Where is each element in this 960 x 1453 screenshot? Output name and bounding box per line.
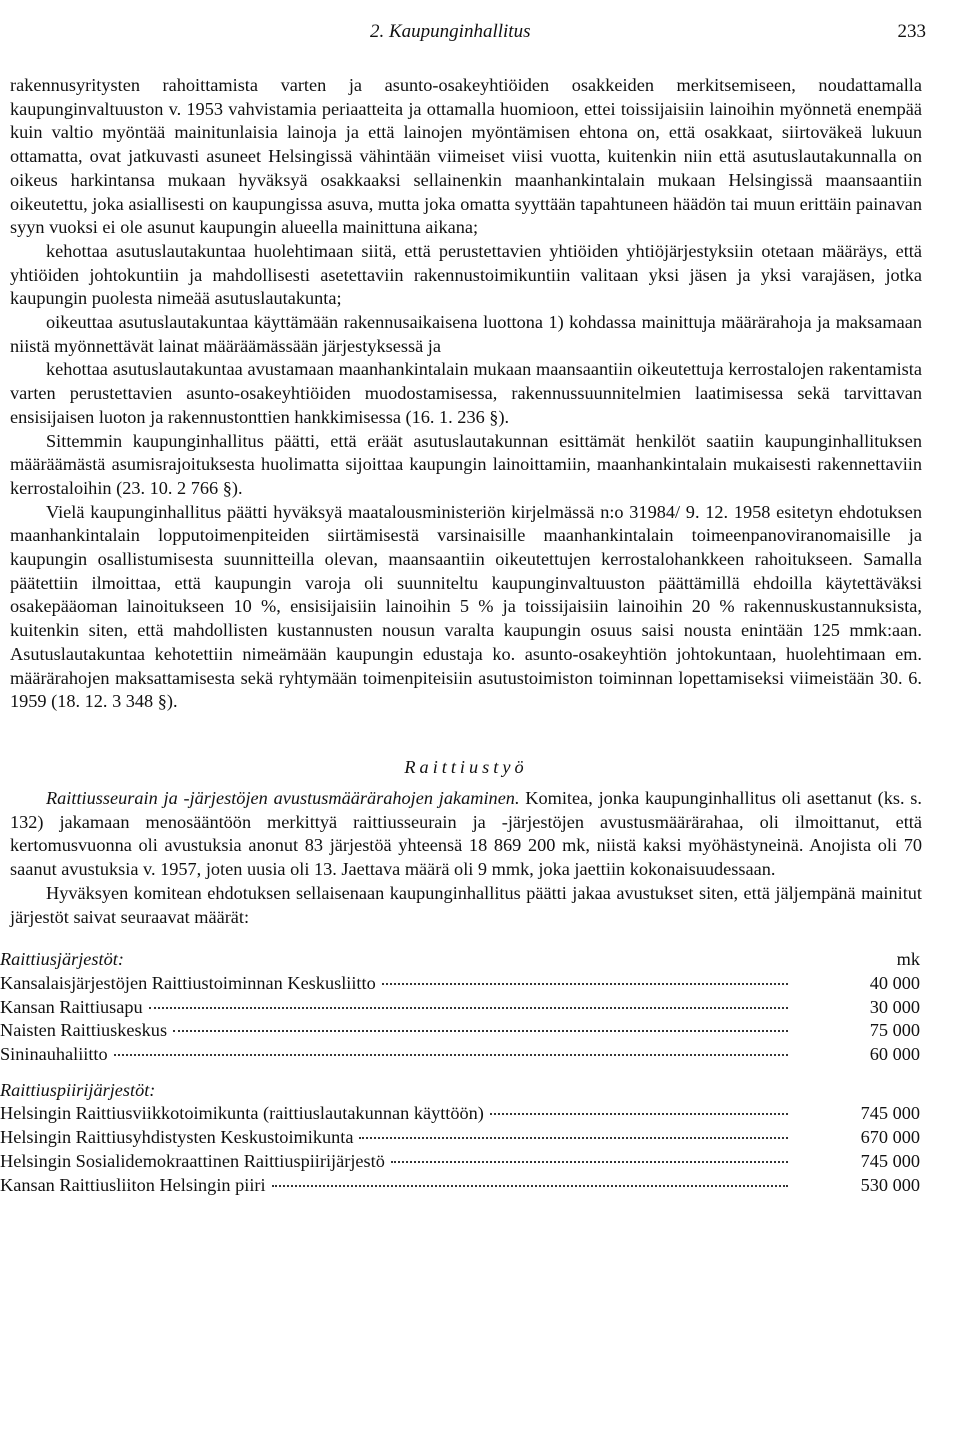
- org-amount: 745 000: [860, 1103, 920, 1124]
- paragraph: rakennusyritysten rahoittamista varten ja asunto-osakeyhtiöiden osakkeiden merkitsemiseen, noudattamalla kaupunginvaltuuston v. 1953 vahvistamia periaatteita ja ottamalla huomioon, ettei toissijaisiin lainoihin myönnetä enempää kuin valtio myöntää mainitunlaisia lainoja ja että lainojen myöntämisen ehtona on, että osakkaat, siirtoväkeä lukuun ottamatta, ovat jatkuvasti asuneet Helsingissä vähintään viimeiset viisi vuotta, kuitenkin niin että asutuslautakunnalla on oikeus harkintansa mukaan hyväksyä osakkaaksi sellainenkin maanhankintalain mukaan Helsingissä maansaantiin oikeutettu, joka asiallisesti on kaupungissa asuva, mutta joka omatta syyttään tapahtuneen häädön tai muun erittäin painavan syyn vuoksi ei ole asunut kaupungin alueella mainittuna aikana;: [10, 75, 922, 238]
- org-amount: 60 000: [869, 1044, 920, 1065]
- list-item: [0, 1150, 922, 1174]
- leader-dots: [382, 983, 788, 985]
- org-amount: 670 000: [860, 1127, 920, 1148]
- paragraph: oikeuttaa asutuslautakuntaa käyttämään rakennusaikaisena luottona 1) kohdassa mainittuja määrärahoja ja maksamaan niistä myönnettävät lainat määräämässään järjestyksessä ja: [10, 312, 922, 356]
- section-title: Raittiustyö: [404, 756, 528, 777]
- list-item: [0, 972, 922, 996]
- leader-dots: [114, 1054, 788, 1056]
- org-amount: 745 000: [860, 1150, 920, 1171]
- leader-dots: [490, 1113, 788, 1115]
- list-item: [0, 1126, 922, 1150]
- leader-dots: [391, 1161, 788, 1163]
- org-name: Kansalaisjärjestöjen Raittiustoiminnan Keskusliitto: [0, 972, 376, 993]
- org-name: Naisten Raittiuskeskus: [0, 1020, 168, 1041]
- org-amount: 40 000: [869, 972, 920, 993]
- section-lead-paragraph: [10, 787, 922, 882]
- list-item: [0, 1043, 922, 1067]
- leader-dots: [272, 1185, 788, 1187]
- allocation-list: [0, 948, 922, 1197]
- paragraph: Sittemmin kaupunginhallitus päätti, että eräät asutuslautakunnan esittämät henkilöt saatiin kaupunginhallituksen määräämästä asumisrajoituksesta huolimatta sijoittaa kaupungin lainoittamiin, maanhankintalain mukaisesti rakennettaviin kerrostaloihin (23. 10. 2 766 §).: [10, 430, 922, 498]
- paragraph: kehottaa asutuslautakuntaa avustamaan maanhankintalain mukaan maansaantiin oikeutettuja kerrostalojen rakentamista varten perustettavien asunto-osakeyhtiöiden muodostamisessa, rakennussuunnitelmien laatimisessa sekä tarvittavan ensisijaisen luoton ja rakennustonttien hankkimisessa (16. 1. 236 §).: [10, 359, 922, 427]
- running-title: 2. Kaupunginhallitus: [370, 21, 531, 42]
- leader-dots: [173, 1030, 788, 1032]
- list-item: [0, 996, 922, 1020]
- org-name: Sininauhaliitto: [0, 1044, 108, 1065]
- leader-dots: [359, 1137, 788, 1139]
- org-amount: 75 000: [869, 1020, 920, 1041]
- lead-title: Raittiusseurain ja -järjestöjen avustusmäärärahojen jakaminen.: [46, 787, 520, 808]
- group-heading-row: [0, 948, 922, 972]
- leader-dots: [149, 1007, 788, 1009]
- page-number: 233: [897, 21, 926, 42]
- org-amount: 530 000: [860, 1174, 920, 1195]
- org-name: Helsingin Raittiusyhdistysten Keskustoimikunta: [0, 1127, 354, 1148]
- paragraph: Hyväksyen komitean ehdotuksen sellaisenaan kaupunginhallitus päätti jakaa avustukset siten, että jäljempänä mainitut järjestöt saivat seuraavat määrät:: [10, 882, 922, 927]
- org-name: Helsingin Raittiusviikkotoimikunta (raittiuslautakunnan käyttöön): [0, 1103, 484, 1124]
- group-heading: Raittiusjärjestöt:: [0, 949, 124, 970]
- list-item: [0, 1019, 922, 1043]
- org-name: Kansan Raittiusliiton Helsingin piiri: [0, 1174, 266, 1195]
- paragraph: kehottaa asutuslautakuntaa huolehtimaan siitä, että perustettavien yhtiöiden yhtiöjärjestyksiin otetaan määräys, että yhtiöiden johtokuntiin ja mahdollisesti asetettaviin rakennustoimikuntiin valitaan yksi jäsen ja yksi varajäsen, jotka kaupungin puolesta nimeää asutuslautakunta;: [10, 240, 922, 309]
- org-name: Helsingin Sosialidemokraattinen Raittiuspiirijärjestö: [0, 1150, 385, 1171]
- list-item: [0, 1102, 922, 1126]
- body-text: [0, 74, 922, 1197]
- lead-text: Komitea, jonka kaupunginhallitus oli asettanut (ks. s. 132) jakamaan menosääntöön merkittyä raittiusseurain ja -järjestöjen avustusmäärärahaa, oli ilmoittanut, että kertomusvuonna oli avustuksia anonut 83 järjestöä yhteensä 18 869 200 mk, niistä kaksi myöhästyneinä. Anojista oli 70 saanut avustuksia v. 1957, joten uusia oli 13. Jaettava määrä oli 9 mmk, joka jaettiin kokonaisuudessaan.: [10, 787, 922, 880]
- unit-label: mk: [896, 949, 920, 970]
- list-item: [0, 1174, 922, 1198]
- paragraph: Vielä kaupunginhallitus päätti hyväksyä maatalousministeriön kirjelmässä n:o 31984/ 9. 12. 1958 esitetyn ehdotuksen maanhankintalain lopputoimenpiteiden siirtämisestä varsinaisille maanhankintalain toimeenpanoviranomaisille ja kaupungin osallistumisesta suunnitteilla olevan, maansaantiin oikeutettujen kerrostalohankkeen rahoitukseen. Samalla päätettiin ilmoittaa, että kaupungin varoja oli suunniteltu kaupunginvaltuuston päättämillä ehdoilla käytettäväksi osakepääoman lainoitukseen 10 %, ensisijaisiin lainoihin 5 % ja toissijaisiin lainoihin 20 % rakennuskustannuksista, kuitenkin siten, että mahdollisten kustannusten nousun varalta kaupungin osuus saisi nousta enintään 125 mmk:aan. Asutuslautakuntaa kehotettiin nimeämään kaupungin edustaja ko. asunto-osakeyhtiön johtokuntaan, huolehtimaan em. määrärahojen maksattamisesta sekä ryhtymään toimenpiteisiin asutustoimiston toiminnan lopettamiseksi viimeistään 30. 6. 1959 (18. 12. 3 348 §).: [10, 501, 922, 712]
- group-heading: Raittiuspiirijärjestöt:: [0, 1079, 156, 1100]
- org-name: Kansan Raittiusapu: [0, 996, 143, 1017]
- org-amount: 30 000: [869, 996, 920, 1017]
